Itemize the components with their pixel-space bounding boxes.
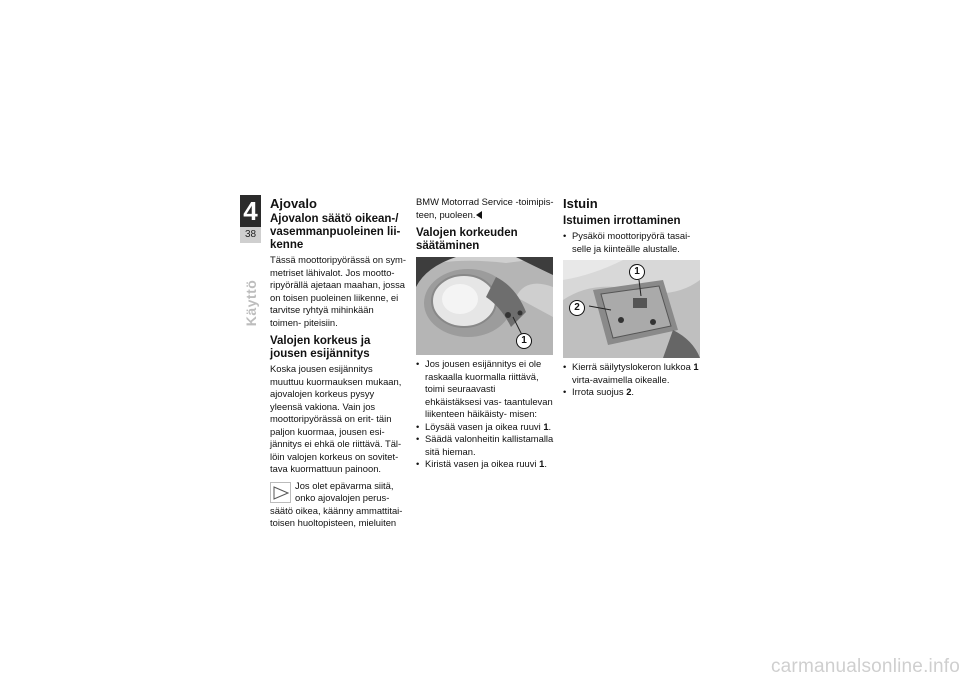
- notice-text: Jos olet epävarma siitä, onko ajovalojen perus- säätö oikea, käänny ammattitai- toisen huoltopisteen, mieluiten: [270, 479, 403, 528]
- heading-adjust-headlight: Valojen korkeuden säätäminen: [416, 227, 518, 252]
- headlight-photo: [416, 257, 553, 355]
- section-title-seat: Istuin: [563, 196, 598, 211]
- watermark: carmanualsonline.info: [770, 656, 960, 677]
- list-item: • Kierrä säilytyslokeron lukkoa 1 virta-avaimella oikealle.: [563, 361, 701, 386]
- chapter-side-label: Käyttö: [243, 279, 259, 327]
- heading-remove-seat: Istuimen irrottaminen: [563, 215, 681, 227]
- seat-lock-photo: [563, 260, 700, 358]
- chapter-tab: [240, 195, 261, 243]
- chapter-number: 4: [240, 195, 261, 227]
- list-item: • Löysää vasen ja oikea ruuvi 1.: [416, 421, 554, 434]
- list-item: • Säädä valonheitin kallistamalla sitä hieman.: [416, 433, 554, 458]
- paragraph-traffic-side: Tässä moottoripyörässä on sym- metriset lähivalot. Jos mootto- ripyörällä ajetaan maahan, jossa on toisen puoleinen liikenne, ei tarvitse ryhtyä mihinkään toimen- piteisiin.: [270, 254, 406, 328]
- notice-block: [270, 480, 406, 530]
- callout-1: 1: [516, 333, 532, 349]
- adjust-steps-list: [416, 358, 554, 471]
- callout-1: 1: [629, 264, 645, 280]
- callout-2: 2: [569, 300, 585, 316]
- list-item: • Irrota suojus 2.: [563, 386, 701, 399]
- seat-steps-list-2: [563, 361, 701, 399]
- paragraph-continued: BMW Motorrad Service -toimipis- teen, puoleen.: [416, 196, 554, 220]
- column-1: [270, 196, 406, 530]
- notice-triangle-icon: [270, 482, 291, 503]
- column-3: [563, 196, 701, 399]
- list-item: • Jos jousen esijännitys ei ole raskaalla kuormalla riittävä, toimi seuraavasti ehkäistäksesi vas- taantulevan liikenteen häikäisty- misen:: [416, 358, 554, 421]
- column-2: [416, 196, 554, 471]
- paragraph-headlight-range: Koska jousen esijännitys muuttuu kuormauksen mukaan, ajovalojen korkeus pysyy yleensä vakiona. Vain jos moottoripyörässä on erit- täin paljon kuormaa, jousen esi- jännitys ei ehkä ole riittävä. Täl- löin valojen korkeus on sovitet- tava kuormattuun painoon.: [270, 363, 402, 474]
- seat-steps-list-1: [563, 230, 701, 255]
- end-of-section-icon: [476, 211, 482, 219]
- section-title-headlight: Ajovalo: [270, 196, 317, 211]
- list-item: • Kiristä vasen ja oikea ruuvi 1.: [416, 458, 554, 471]
- page-number: 38: [240, 227, 261, 243]
- heading-traffic-side: Ajovalon säätö oikean-/ vasemmanpuoleinen lii- kenne: [270, 213, 401, 251]
- list-item: • Pysäköi moottoripyörä tasai- selle ja kiinteälle alustalle.: [563, 230, 701, 255]
- heading-headlight-range: Valojen korkeus ja jousen esijännitys: [270, 335, 371, 360]
